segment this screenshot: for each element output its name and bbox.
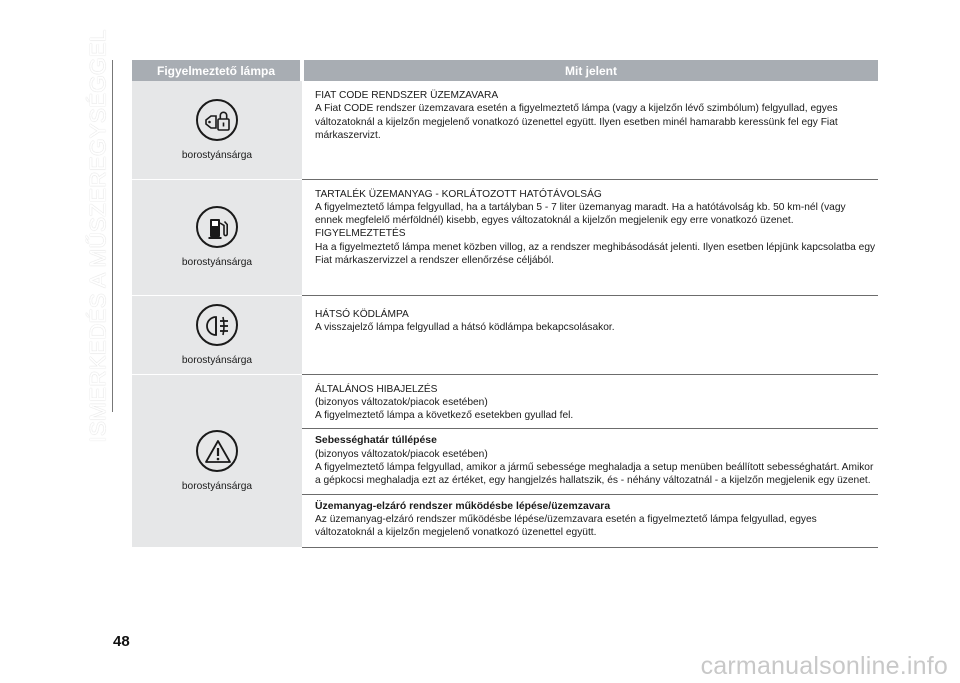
lamp-color-label: borostyánsárga — [181, 480, 253, 492]
meaning-heading: TARTALÉK ÜZEMANYAG - KORLÁTOZOTT HATÓTÁVOLSÁG — [315, 188, 602, 200]
meaning-heading: ÁLTALÁNOS HIBAJELZÉS — [315, 383, 438, 395]
meaning-text: A figyelmeztető lámpa a következő esetekben gyullad fel. — [315, 410, 574, 422]
subsection-title: Üzemanyag-elzáró rendszer működésbe lépése/üzemzavara — [315, 500, 611, 512]
meaning-cell — [302, 374, 878, 548]
lamp-cell — [132, 374, 302, 548]
lamp-cell — [132, 81, 302, 179]
meaning-text: A Fiat CODE rendszer üzemzavara esetén a figyelmeztető lámpa (vagy a kijelzőn lévő szimbólum) felgyullad, egyes változatoknál a kijelzőn megjelenő vonatkozó üzenettel együtt. Ilyen esetben minél hamarabb keressünk fel egy Fiat márkaszervizt. — [315, 103, 838, 141]
table-row — [132, 295, 878, 374]
table-row — [132, 179, 878, 295]
page-number: 48 — [113, 633, 130, 650]
meaning-text: A figyelmeztető lámpa felgyullad, ha a tartályban 5 - 7 liter üzemanyag maradt. Ha a hatótávolság kb. 50 km-nél (vagy ennek megfelelő mérföldnél) kisebb, egyes változatoknál a kijelzőn megjelenik egy erre vonatkozó üzenet. — [315, 201, 846, 227]
subsection-text: A figyelmeztető lámpa felgyullad, amikor a jármű sebessége meghaladja a setup menüben beállított sebességhatárt. Amikor a gépkocsi meghaladja ezt az értéket, egy hangjelzés hallatszik, és - néhány változatnál - a kijelzőn megjelenik egy üzenet. — [315, 461, 874, 487]
meaning-text: A visszajelző lámpa felgyullad a hátsó ködlámpa bekapcsolásakor. — [315, 321, 615, 333]
lamp-cell — [132, 295, 302, 374]
subsection-fuel-cutoff — [302, 494, 878, 540]
meaning-heading: FIAT CODE RENDSZER ÜZEMZAVARA — [315, 90, 499, 101]
meaning-cell — [302, 295, 878, 374]
lamp-color-label: borostyánsárga — [181, 257, 253, 268]
subsection-speed-limit — [302, 428, 878, 487]
meaning-text: (bizonyos változatok/piacok esetében) — [315, 396, 488, 408]
table-header-row — [132, 60, 878, 81]
meaning-warning-heading: FIGYELMEZTETÉS — [315, 228, 406, 240]
fuel-pump-icon — [196, 206, 238, 248]
meaning-warning-text: Ha a figyelmeztető lámpa menet közben villog, az a rendszer meghibásodását jelenti. Ilyen esetben lépjünk kapcsolatba egy Fiat márkaszervizzel a rendszer ellenőrzése céljából. — [315, 241, 876, 266]
subsection-title: Sebességhatár túllépése — [315, 435, 437, 447]
header-lamp: Figyelmeztető lámpa — [132, 60, 302, 81]
header-meaning: Mit jelent — [302, 60, 878, 81]
warning-lamp-table — [132, 60, 878, 548]
rear-fog-lamp-icon — [196, 304, 238, 346]
meaning-cell — [302, 179, 878, 295]
lamp-color-label: borostyánsárga — [181, 354, 253, 366]
meaning-cell — [302, 81, 878, 179]
subsection-text: Az üzemanyag-elzáró rendszer működésbe lépése/üzemzavara esetén a figyelmeztető lámpa felgyullad, egyes változatoknál a kijelzőn megjelenő vonatkozó üzenettel együtt. — [315, 513, 817, 539]
lamp-color-label: borostyánsárga — [181, 149, 253, 161]
chapter-side-title: ISMERKEDÉS A MŰSZEREGYSÉGGEL — [86, 29, 111, 443]
subsection-text: (bizonyos változatok/piacok esetében) — [315, 448, 488, 460]
table-row — [132, 81, 878, 179]
warning-triangle-icon — [196, 430, 238, 472]
chapter-divider-line — [112, 60, 113, 412]
table-row — [132, 374, 878, 548]
watermark-text: carmanualsonline.info — [700, 652, 948, 680]
fiat-code-key-lock-icon — [196, 99, 238, 141]
lamp-cell — [132, 179, 302, 295]
meaning-heading: HÁTSÓ KÖDLÁMPA — [315, 308, 409, 320]
